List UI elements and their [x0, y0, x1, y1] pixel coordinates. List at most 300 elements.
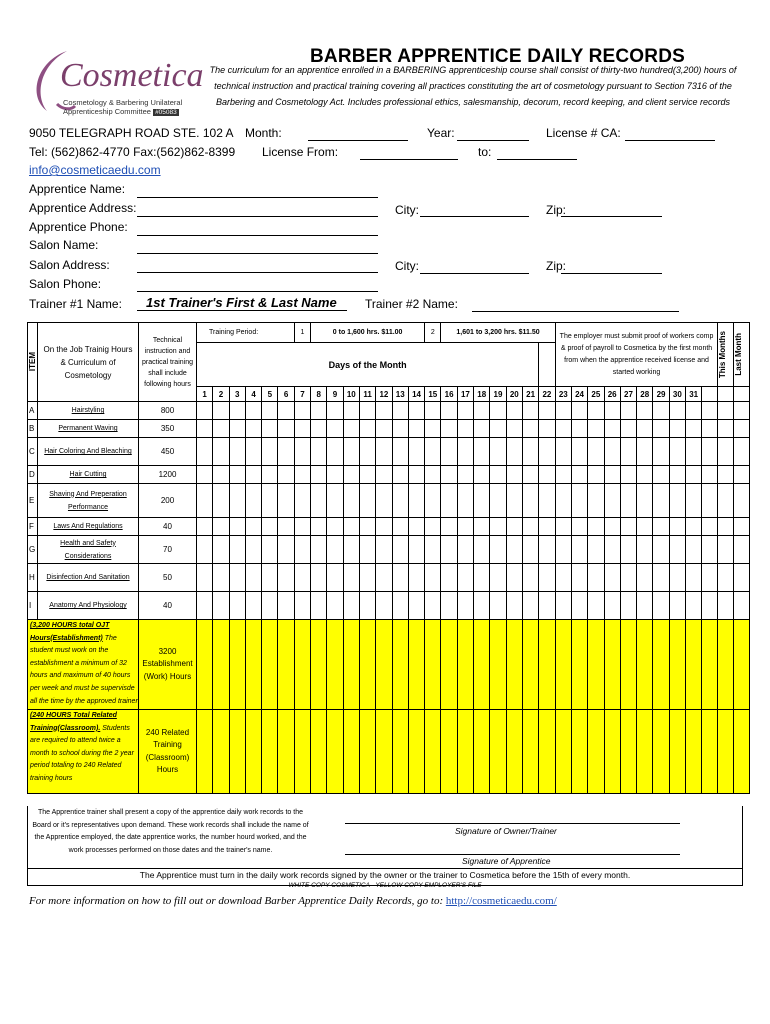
hours-cell[interactable]: [278, 564, 294, 592]
hours-cell[interactable]: [457, 466, 473, 484]
hours-cell[interactable]: [734, 518, 750, 536]
hours-cell[interactable]: [245, 564, 261, 592]
hours-cell[interactable]: [490, 484, 506, 518]
hours-cell[interactable]: [457, 438, 473, 466]
hours-cell[interactable]: [718, 536, 734, 564]
hours-cell[interactable]: [571, 402, 587, 420]
hours-cell[interactable]: [197, 518, 213, 536]
hours-cell[interactable]: [376, 518, 392, 536]
hours-cell[interactable]: [539, 438, 555, 466]
hours-cell[interactable]: [229, 620, 245, 710]
hours-cell[interactable]: [588, 620, 604, 710]
city-field-2[interactable]: [420, 273, 529, 274]
hours-cell[interactable]: [637, 438, 653, 466]
hours-cell[interactable]: [686, 484, 702, 518]
month-field[interactable]: [308, 140, 408, 141]
salon-address-field[interactable]: [137, 272, 378, 273]
hours-cell[interactable]: [311, 402, 327, 420]
hours-cell[interactable]: [262, 518, 278, 536]
hours-cell[interactable]: [376, 620, 392, 710]
hours-cell[interactable]: [343, 620, 359, 710]
hours-cell[interactable]: [278, 592, 294, 620]
hours-cell[interactable]: [294, 710, 310, 794]
hours-cell[interactable]: [620, 518, 636, 536]
hours-cell[interactable]: [408, 402, 424, 420]
hours-cell[interactable]: [229, 420, 245, 438]
hours-cell[interactable]: [734, 420, 750, 438]
hours-cell[interactable]: [278, 536, 294, 564]
hours-cell[interactable]: [229, 484, 245, 518]
hours-cell[interactable]: [457, 710, 473, 794]
hours-cell[interactable]: [278, 438, 294, 466]
hours-cell[interactable]: [555, 620, 571, 710]
hours-cell[interactable]: [327, 710, 343, 794]
hours-cell[interactable]: [588, 438, 604, 466]
hours-cell[interactable]: [490, 420, 506, 438]
hours-cell[interactable]: [245, 518, 261, 536]
hours-cell[interactable]: [457, 420, 473, 438]
hours-cell[interactable]: [425, 710, 441, 794]
hours-cell[interactable]: [376, 484, 392, 518]
hours-cell[interactable]: [604, 402, 620, 420]
hours-cell[interactable]: [702, 620, 718, 710]
hours-cell[interactable]: [359, 420, 375, 438]
hours-cell[interactable]: [539, 710, 555, 794]
hours-cell[interactable]: [327, 620, 343, 710]
hours-cell[interactable]: [376, 420, 392, 438]
hours-cell[interactable]: [392, 592, 408, 620]
hours-cell[interactable]: [604, 592, 620, 620]
hours-cell[interactable]: [376, 592, 392, 620]
hours-cell[interactable]: [669, 420, 685, 438]
hours-cell[interactable]: [506, 710, 522, 794]
hours-cell[interactable]: [620, 466, 636, 484]
hours-cell[interactable]: [245, 466, 261, 484]
hours-cell[interactable]: [327, 592, 343, 620]
more-info-link[interactable]: http://cosmeticaedu.com/: [445, 895, 557, 907]
hours-cell[interactable]: [441, 620, 457, 710]
hours-cell[interactable]: [359, 710, 375, 794]
hours-cell[interactable]: [425, 402, 441, 420]
hours-cell[interactable]: [457, 592, 473, 620]
hours-cell[interactable]: [490, 620, 506, 710]
zip-field-1[interactable]: [561, 216, 662, 217]
hours-cell[interactable]: [588, 592, 604, 620]
hours-cell[interactable]: [213, 484, 229, 518]
hours-cell[interactable]: [245, 620, 261, 710]
hours-cell[interactable]: [213, 518, 229, 536]
hours-cell[interactable]: [294, 402, 310, 420]
hours-cell[interactable]: [474, 710, 490, 794]
hours-cell[interactable]: [441, 518, 457, 536]
hours-cell[interactable]: [359, 466, 375, 484]
hours-cell[interactable]: [359, 592, 375, 620]
hours-cell[interactable]: [343, 518, 359, 536]
hours-cell[interactable]: [653, 518, 669, 536]
hours-cell[interactable]: [490, 438, 506, 466]
hours-cell[interactable]: [311, 518, 327, 536]
hours-cell[interactable]: [686, 420, 702, 438]
hours-cell[interactable]: [213, 420, 229, 438]
hours-cell[interactable]: [653, 710, 669, 794]
hours-cell[interactable]: [604, 484, 620, 518]
hours-cell[interactable]: [702, 420, 718, 438]
hours-cell[interactable]: [425, 484, 441, 518]
hours-cell[interactable]: [474, 518, 490, 536]
apprentice-phone-field[interactable]: [137, 235, 378, 236]
hours-cell[interactable]: [197, 710, 213, 794]
hours-cell[interactable]: [604, 564, 620, 592]
hours-cell[interactable]: [278, 620, 294, 710]
hours-cell[interactable]: [522, 438, 538, 466]
hours-cell[interactable]: [669, 564, 685, 592]
hours-cell[interactable]: [327, 438, 343, 466]
hours-cell[interactable]: [262, 438, 278, 466]
hours-cell[interactable]: [294, 564, 310, 592]
hours-cell[interactable]: [522, 564, 538, 592]
hours-cell[interactable]: [669, 518, 685, 536]
hours-cell[interactable]: [359, 536, 375, 564]
hours-cell[interactable]: [474, 620, 490, 710]
hours-cell[interactable]: [262, 536, 278, 564]
hours-cell[interactable]: [490, 592, 506, 620]
hours-cell[interactable]: [686, 536, 702, 564]
hours-cell[interactable]: [425, 620, 441, 710]
hours-cell[interactable]: [425, 518, 441, 536]
hours-cell[interactable]: [213, 466, 229, 484]
hours-cell[interactable]: [376, 710, 392, 794]
hours-cell[interactable]: [653, 466, 669, 484]
hours-cell[interactable]: [506, 466, 522, 484]
trainer2-field[interactable]: [472, 311, 679, 312]
hours-cell[interactable]: [637, 710, 653, 794]
hours-cell[interactable]: [376, 438, 392, 466]
hours-cell[interactable]: [604, 620, 620, 710]
hours-cell[interactable]: [506, 620, 522, 710]
hours-cell[interactable]: [343, 466, 359, 484]
hours-cell[interactable]: [441, 402, 457, 420]
hours-cell[interactable]: [408, 420, 424, 438]
hours-cell[interactable]: [555, 466, 571, 484]
hours-cell[interactable]: [327, 484, 343, 518]
apprentice-signature-line[interactable]: [345, 854, 680, 855]
apprentice-address-field[interactable]: [137, 216, 378, 217]
hours-cell[interactable]: [197, 438, 213, 466]
hours-cell[interactable]: [620, 536, 636, 564]
hours-cell[interactable]: [457, 564, 473, 592]
hours-cell[interactable]: [327, 536, 343, 564]
hours-cell[interactable]: [686, 592, 702, 620]
hours-cell[interactable]: [637, 536, 653, 564]
hours-cell[interactable]: [213, 438, 229, 466]
hours-cell[interactable]: [392, 438, 408, 466]
hours-cell[interactable]: [343, 420, 359, 438]
hours-cell[interactable]: [620, 564, 636, 592]
hours-cell[interactable]: [457, 402, 473, 420]
hours-cell[interactable]: [359, 484, 375, 518]
hours-cell[interactable]: [555, 536, 571, 564]
hours-cell[interactable]: [376, 536, 392, 564]
hours-cell[interactable]: [539, 518, 555, 536]
email-link[interactable]: info@cosmeticaedu.com: [29, 163, 161, 177]
hours-cell[interactable]: [474, 564, 490, 592]
hours-cell[interactable]: [408, 484, 424, 518]
hours-cell[interactable]: [392, 518, 408, 536]
hours-cell[interactable]: [490, 710, 506, 794]
license-from-field[interactable]: [360, 159, 458, 160]
hours-cell[interactable]: [262, 402, 278, 420]
hours-cell[interactable]: [441, 466, 457, 484]
hours-cell[interactable]: [474, 420, 490, 438]
hours-cell[interactable]: [311, 484, 327, 518]
hours-cell[interactable]: [702, 402, 718, 420]
hours-cell[interactable]: [539, 484, 555, 518]
hours-cell[interactable]: [571, 620, 587, 710]
hours-cell[interactable]: [669, 484, 685, 518]
hours-cell[interactable]: [588, 710, 604, 794]
hours-cell[interactable]: [392, 710, 408, 794]
hours-cell[interactable]: [555, 710, 571, 794]
hours-cell[interactable]: [637, 518, 653, 536]
hours-cell[interactable]: [718, 420, 734, 438]
hours-cell[interactable]: [229, 402, 245, 420]
hours-cell[interactable]: [588, 564, 604, 592]
hours-cell[interactable]: [392, 536, 408, 564]
hours-cell[interactable]: [213, 536, 229, 564]
hours-cell[interactable]: [506, 564, 522, 592]
hours-cell[interactable]: [327, 402, 343, 420]
hours-cell[interactable]: [294, 592, 310, 620]
hours-cell[interactable]: [343, 402, 359, 420]
hours-cell[interactable]: [506, 402, 522, 420]
hours-cell[interactable]: [702, 484, 718, 518]
hours-cell[interactable]: [311, 536, 327, 564]
license-ca-field[interactable]: [625, 140, 715, 141]
hours-cell[interactable]: [734, 620, 750, 710]
hours-cell[interactable]: [359, 564, 375, 592]
hours-cell[interactable]: [571, 484, 587, 518]
hours-cell[interactable]: [718, 466, 734, 484]
hours-cell[interactable]: [686, 564, 702, 592]
hours-cell[interactable]: [539, 402, 555, 420]
hours-cell[interactable]: [571, 564, 587, 592]
hours-cell[interactable]: [702, 564, 718, 592]
hours-cell[interactable]: [686, 620, 702, 710]
hours-cell[interactable]: [229, 438, 245, 466]
hours-cell[interactable]: [229, 466, 245, 484]
hours-cell[interactable]: [229, 592, 245, 620]
hours-cell[interactable]: [653, 420, 669, 438]
hours-cell[interactable]: [229, 564, 245, 592]
hours-cell[interactable]: [213, 592, 229, 620]
hours-cell[interactable]: [686, 466, 702, 484]
hours-cell[interactable]: [408, 518, 424, 536]
hours-cell[interactable]: [637, 484, 653, 518]
hours-cell[interactable]: [669, 592, 685, 620]
hours-cell[interactable]: [620, 620, 636, 710]
salon-name-field[interactable]: [137, 253, 378, 254]
hours-cell[interactable]: [539, 466, 555, 484]
hours-cell[interactable]: [311, 710, 327, 794]
hours-cell[interactable]: [637, 592, 653, 620]
hours-cell[interactable]: [197, 592, 213, 620]
hours-cell[interactable]: [522, 518, 538, 536]
hours-cell[interactable]: [294, 536, 310, 564]
hours-cell[interactable]: [311, 592, 327, 620]
hours-cell[interactable]: [278, 420, 294, 438]
hours-cell[interactable]: [425, 564, 441, 592]
hours-cell[interactable]: [441, 564, 457, 592]
hours-cell[interactable]: [213, 710, 229, 794]
hours-cell[interactable]: [294, 484, 310, 518]
hours-cell[interactable]: [718, 592, 734, 620]
hours-cell[interactable]: [245, 484, 261, 518]
hours-cell[interactable]: [262, 710, 278, 794]
hours-cell[interactable]: [197, 402, 213, 420]
hours-cell[interactable]: [539, 536, 555, 564]
hours-cell[interactable]: [294, 420, 310, 438]
hours-cell[interactable]: [522, 536, 538, 564]
hours-cell[interactable]: [474, 592, 490, 620]
hours-cell[interactable]: [278, 466, 294, 484]
hours-cell[interactable]: [197, 564, 213, 592]
hours-cell[interactable]: [653, 564, 669, 592]
hours-cell[interactable]: [588, 402, 604, 420]
hours-cell[interactable]: [343, 536, 359, 564]
hours-cell[interactable]: [441, 592, 457, 620]
hours-cell[interactable]: [604, 466, 620, 484]
salon-phone-field[interactable]: [137, 291, 378, 292]
hours-cell[interactable]: [604, 518, 620, 536]
hours-cell[interactable]: [522, 402, 538, 420]
hours-cell[interactable]: [392, 564, 408, 592]
hours-cell[interactable]: [571, 438, 587, 466]
hours-cell[interactable]: [555, 518, 571, 536]
hours-cell[interactable]: [425, 466, 441, 484]
hours-cell[interactable]: [588, 484, 604, 518]
hours-cell[interactable]: [686, 402, 702, 420]
hours-cell[interactable]: [620, 402, 636, 420]
hours-cell[interactable]: [294, 518, 310, 536]
hours-cell[interactable]: [555, 402, 571, 420]
hours-cell[interactable]: [343, 592, 359, 620]
hours-cell[interactable]: [620, 710, 636, 794]
hours-cell[interactable]: [294, 466, 310, 484]
hours-cell[interactable]: [702, 438, 718, 466]
hours-cell[interactable]: [702, 518, 718, 536]
hours-cell[interactable]: [262, 592, 278, 620]
hours-cell[interactable]: [620, 484, 636, 518]
hours-cell[interactable]: [522, 420, 538, 438]
hours-cell[interactable]: [669, 402, 685, 420]
hours-cell[interactable]: [604, 438, 620, 466]
hours-cell[interactable]: [474, 438, 490, 466]
hours-cell[interactable]: [262, 564, 278, 592]
hours-cell[interactable]: [294, 620, 310, 710]
hours-cell[interactable]: [343, 710, 359, 794]
hours-cell[interactable]: [734, 402, 750, 420]
hours-cell[interactable]: [408, 466, 424, 484]
hours-cell[interactable]: [197, 420, 213, 438]
hours-cell[interactable]: [571, 592, 587, 620]
hours-cell[interactable]: [327, 518, 343, 536]
hours-cell[interactable]: [702, 592, 718, 620]
hours-cell[interactable]: [327, 466, 343, 484]
zip-field-2[interactable]: [561, 273, 662, 274]
hours-cell[interactable]: [506, 518, 522, 536]
hours-cell[interactable]: [408, 710, 424, 794]
hours-cell[interactable]: [425, 420, 441, 438]
hours-cell[interactable]: [734, 710, 750, 794]
hours-cell[interactable]: [734, 564, 750, 592]
hours-cell[interactable]: [408, 592, 424, 620]
hours-cell[interactable]: [718, 518, 734, 536]
hours-cell[interactable]: [457, 484, 473, 518]
hours-cell[interactable]: [408, 438, 424, 466]
hours-cell[interactable]: [278, 484, 294, 518]
hours-cell[interactable]: [245, 438, 261, 466]
hours-cell[interactable]: [490, 402, 506, 420]
hours-cell[interactable]: [245, 710, 261, 794]
hours-cell[interactable]: [392, 484, 408, 518]
hours-cell[interactable]: [262, 420, 278, 438]
hours-cell[interactable]: [637, 620, 653, 710]
hours-cell[interactable]: [213, 620, 229, 710]
year-field[interactable]: [457, 140, 529, 141]
hours-cell[interactable]: [408, 620, 424, 710]
hours-cell[interactable]: [604, 710, 620, 794]
hours-cell[interactable]: [588, 420, 604, 438]
hours-cell[interactable]: [506, 592, 522, 620]
hours-cell[interactable]: [327, 420, 343, 438]
owner-signature-line[interactable]: [345, 823, 680, 824]
hours-cell[interactable]: [441, 536, 457, 564]
hours-cell[interactable]: [197, 466, 213, 484]
hours-cell[interactable]: [522, 620, 538, 710]
hours-cell[interactable]: [686, 438, 702, 466]
hours-cell[interactable]: [343, 438, 359, 466]
hours-cell[interactable]: [620, 592, 636, 620]
hours-cell[interactable]: [669, 620, 685, 710]
hours-cell[interactable]: [408, 536, 424, 564]
hours-cell[interactable]: [653, 536, 669, 564]
hours-cell[interactable]: [294, 438, 310, 466]
hours-cell[interactable]: [359, 438, 375, 466]
hours-cell[interactable]: [359, 620, 375, 710]
hours-cell[interactable]: [555, 484, 571, 518]
hours-cell[interactable]: [245, 402, 261, 420]
hours-cell[interactable]: [441, 438, 457, 466]
hours-cell[interactable]: [278, 710, 294, 794]
hours-cell[interactable]: [262, 484, 278, 518]
hours-cell[interactable]: [539, 564, 555, 592]
hours-cell[interactable]: [653, 484, 669, 518]
hours-cell[interactable]: [262, 620, 278, 710]
hours-cell[interactable]: [734, 536, 750, 564]
hours-cell[interactable]: [555, 564, 571, 592]
hours-cell[interactable]: [474, 402, 490, 420]
trainer1-field[interactable]: 1st Trainer's First & Last Name: [137, 295, 347, 311]
hours-cell[interactable]: [311, 420, 327, 438]
hours-cell[interactable]: [327, 564, 343, 592]
hours-cell[interactable]: [359, 518, 375, 536]
hours-cell[interactable]: [718, 484, 734, 518]
hours-cell[interactable]: [669, 536, 685, 564]
hours-cell[interactable]: [490, 536, 506, 564]
hours-cell[interactable]: [702, 466, 718, 484]
hours-cell[interactable]: [376, 466, 392, 484]
hours-cell[interactable]: [604, 536, 620, 564]
